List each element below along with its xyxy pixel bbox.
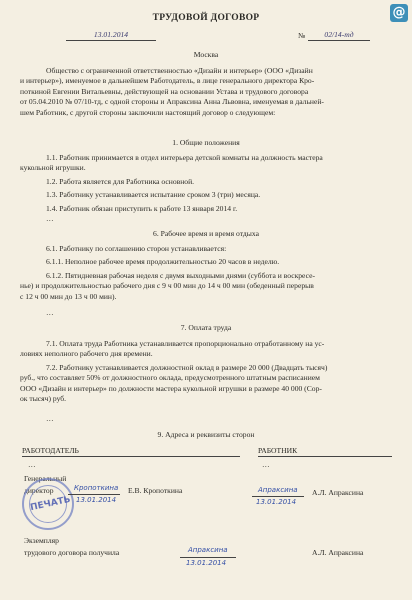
contract-number: 02/14-тд xyxy=(308,30,370,41)
clause-1-3: 1.3. Работнику устанавливается испытание сроком 3 (три) месяца. xyxy=(46,190,261,200)
clause-7-1-cont: ловиях неполного рабочего дня времени. xyxy=(20,349,153,359)
director-sign-date: 13.01.2014 xyxy=(76,496,117,504)
signature-line xyxy=(252,496,304,497)
worker-sign-date: 13.01.2014 xyxy=(256,498,297,506)
clause-7-2-cont: ООО «Дизайн и интерьер» по должности мастера кукольной игрушки в размере 40 000 (Сор- xyxy=(20,383,322,393)
clause-1-4: 1.4. Работник обязан приступить к работе 13 января 2014 г. xyxy=(46,203,238,213)
section-1-body xyxy=(20,153,392,214)
copy-signature: Апраксина xyxy=(188,546,228,554)
signature-line xyxy=(180,557,236,558)
document-title: ТРУДОВОЙ ДОГОВОР xyxy=(152,13,260,23)
number-label: № xyxy=(298,31,306,40)
signature-line xyxy=(68,494,120,495)
clause-6-1-2-cont: нье) и продолжительностью рабочего дня с 9 ч 00 мин до 14 ч 00 мин (обеденный перерыв xyxy=(20,281,314,291)
clause-6-1-1: 6.1.1. Неполное рабочее время продолжительностью 20 часов в неделю. xyxy=(46,257,280,267)
ellipsis: … xyxy=(262,460,270,469)
clause-7-2-cont: руб., что составляет 50% от должностного оклада, предусмотренного штатным расписанием xyxy=(20,373,320,383)
clause-1-1-cont: кукольной игрушки. xyxy=(20,163,86,173)
worker-signature: Апраксина xyxy=(258,486,298,494)
copy-label-2: трудового договора получила xyxy=(24,548,120,557)
clause-6-1-2: 6.1.2. Пятидневная рабочая неделя с двумя выходными днями (суббота и воскресе- xyxy=(46,270,315,280)
preamble-line: шем Работник, с другой стороны заключили настоящий договор о следующем: xyxy=(20,107,276,117)
copy-sign-date: 13.01.2014 xyxy=(186,559,227,567)
copy-name: А.Л. Апраксина xyxy=(312,548,364,557)
director-signature: Кропоткина xyxy=(74,484,119,492)
stamp-label: ПЕЧАТЬ xyxy=(29,494,72,514)
preamble-line: поткиной Евгении Витальевны, действующей на основании Устава и трудового договора xyxy=(20,86,309,96)
section-6-heading: 6. Рабочее время и время отдыха xyxy=(153,229,259,238)
preamble-line: от 05.04.2010 № 07/10-тд, с одной стороны и Апраксина Анна Львовна, именуемая в дальней- xyxy=(20,97,324,107)
section-9-heading: 9. Адреса и реквизиты сторон xyxy=(157,430,255,439)
position-gen: Генеральный xyxy=(24,474,67,483)
employee-label: РАБОТНИК xyxy=(258,446,392,457)
employer-label: РАБОТОДАТЕЛЬ xyxy=(22,446,240,457)
preamble-line: и интерьер»), именуемое в дальнейшем Работодатель, в лице генерального директора Кро- xyxy=(20,76,315,86)
section-7-body xyxy=(20,339,392,405)
section-7-heading: 7. Оплата труда xyxy=(180,323,232,332)
clause-1-1: 1.1. Работник принимается в отдел интерьера детской комнаты на должность мастера xyxy=(46,153,323,162)
worker-name: А.Л. Апраксина xyxy=(312,488,364,497)
ellipsis: … xyxy=(46,308,54,317)
contract-date: 13.01.2014 xyxy=(66,30,156,41)
position-director: директор xyxy=(24,486,54,495)
director-name: Е.В. Кропоткина xyxy=(128,486,183,495)
clause-6-1: 6.1. Работнику по соглашению сторон устанавливается: xyxy=(46,244,227,253)
app-logo-icon[interactable]: @ xyxy=(390,4,408,22)
ellipsis: … xyxy=(28,460,36,469)
clause-7-2: 7.2. Работнику устанавливается должностной оклад в размере 20 000 (Двадцать тысяч) xyxy=(46,362,328,372)
copy-label-1: Экземпляр xyxy=(24,536,59,545)
clause-1-2: 1.2. Работа является для Работника основной. xyxy=(46,176,195,186)
section-1-heading: 1. Общие положения xyxy=(172,138,240,147)
preamble-line: Общество с ограниченной ответственностью «Дизайн и интерьер» (ООО «Дизайн xyxy=(46,66,313,75)
clause-6-1-2-cont: с 12 ч 00 мин до 13 ч 00 мин). xyxy=(20,291,117,301)
city: Москва xyxy=(193,50,219,59)
ellipsis: … xyxy=(46,214,54,223)
clause-7-2-cont: ок тысяч) руб. xyxy=(20,394,67,404)
ellipsis: … xyxy=(46,414,54,423)
clause-7-1: 7.1. Оплата труда Работника устанавливается пропорционально отработанному на ус- xyxy=(46,339,325,348)
preamble xyxy=(20,66,392,118)
section-6-body xyxy=(20,244,392,302)
